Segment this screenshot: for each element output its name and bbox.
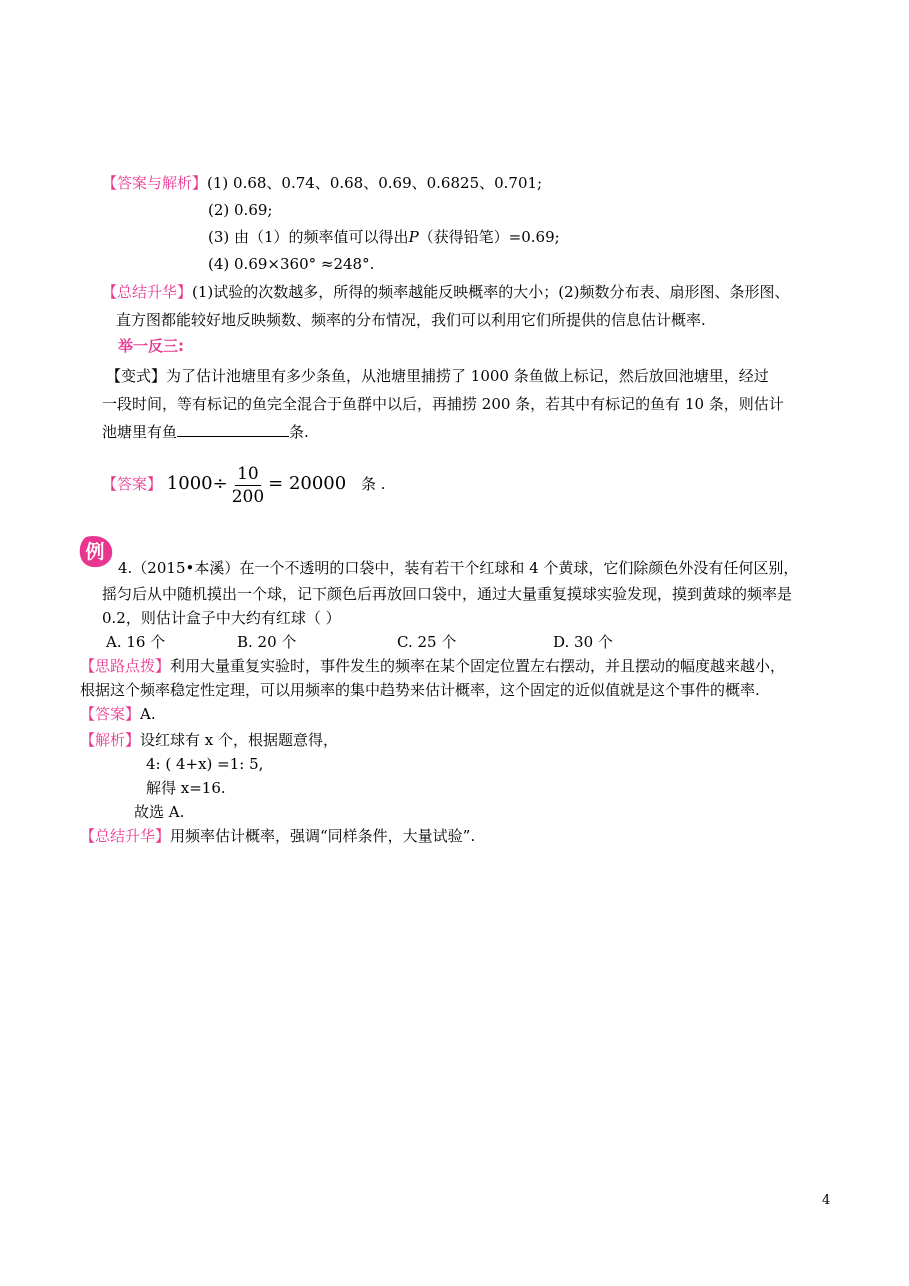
fraction-denominator: 200 — [231, 486, 265, 507]
example4-line-3: 0.2，则估计盒子中大约有红球（ ） — [102, 609, 341, 627]
variant-tag: 【变式】 — [106, 367, 167, 385]
example-badge-icon — [78, 533, 114, 569]
answer-item-2: (2) 0.69; — [208, 201, 273, 219]
variant-answer — [102, 462, 386, 508]
variant-line-3: 池塘里有鱼 条. — [102, 423, 309, 441]
example-badge-label: 例 — [85, 541, 105, 563]
option-a: A. 16 个 — [106, 633, 166, 651]
answer2-tag: 【答案】 — [80, 705, 141, 723]
hint-tag: 【思路点拨】 — [80, 657, 171, 675]
summary-line-2: 直方图都能较好地反映频数、频率的分布情况，我们可以利用它们所提供的信息估计概率. — [116, 311, 706, 329]
answer-item-1: (1) 0.68、0.74、0.68、0.69、0.6825、0.701; — [207, 174, 543, 192]
answer-item-3: (3) 由（1）的频率值可以得出P（获得铅笔）=0.69; — [208, 228, 560, 246]
answer-blank — [177, 422, 289, 437]
summary-tag: 【总结升华】 — [102, 283, 193, 301]
hint-line-2: 根据这个频率稳定性定理，可以用频率的集中趋势来估计概率，这个固定的近似值就是这个事件的概率. — [80, 681, 760, 699]
analysis-line-4: 故选 A. — [134, 803, 185, 821]
variant-line-1: 【变式】为了估计池塘里有多少条鱼，从池塘里捕捞了 1000 条鱼做上标记，然后放回池塘里，经过 — [106, 367, 769, 385]
formula-unit: 条 . — [361, 475, 386, 493]
formula-fraction — [232, 463, 264, 508]
example4-line-2: 摇匀后从中随机摸出一个球，记下颜色后再放回口袋中，通过大量重复摸球实验发现，摸到黄球的频率是 — [102, 585, 793, 603]
summary2-tag: 【总结升华】 — [80, 827, 171, 845]
answer-item-4: (4) 0.69×360° ≈248°. — [208, 255, 375, 273]
analysis-line-3: 解得 x=16. — [146, 779, 226, 797]
summary-line-1: 【总结升华】(1)试验的次数越多，所得的频率越能反映概率的大小；(2)频数分布表、扇形图、条形图、 — [102, 283, 790, 301]
answer-analysis-tag: 【答案与解析】 — [102, 174, 208, 192]
answer-analysis-line-1 — [102, 173, 542, 193]
option-d: D. 30 个 — [553, 633, 613, 651]
analysis-line-1: 【解析】设红球有 x 个，根据题意得， — [80, 731, 339, 749]
page-number: 4 — [822, 1193, 831, 1208]
formula-left: 1000÷ — [166, 473, 228, 494]
variant-answer-tag: 【答案】 — [102, 475, 163, 493]
variant-heading: 举一反三: — [118, 337, 184, 355]
analysis-line-2: 4: ( 4+x) =1: 5, — [146, 755, 264, 773]
option-c: C. 25 个 — [397, 633, 457, 651]
option-b: B. 20 个 — [237, 633, 297, 651]
analysis-tag: 【解析】 — [80, 731, 141, 749]
hint-line-1: 【思路点拨】利用大量重复实验时，事件发生的频率在某个固定位置左右摆动，并且摆动的幅度越来越小， — [80, 657, 786, 675]
example4-line-1: 4.（2015•本溪）在一个不透明的口袋中，装有若干个红球和 4 个黄球，它们除颜色外没有任何区别， — [118, 559, 799, 577]
answer2-line: 【答案】A. — [80, 705, 156, 723]
variant-line-2: 一段时间，等有标记的鱼完全混合于鱼群中以后，再捕捞 200 条，若其中有标记的鱼有 10 条，则估计 — [102, 395, 784, 413]
fraction-numerator: 10 — [237, 463, 259, 484]
formula-right: = 20000 — [268, 473, 347, 494]
summary2-line: 【总结升华】用频率估计概率，强调“同样条件，大量试验”. — [80, 827, 476, 845]
